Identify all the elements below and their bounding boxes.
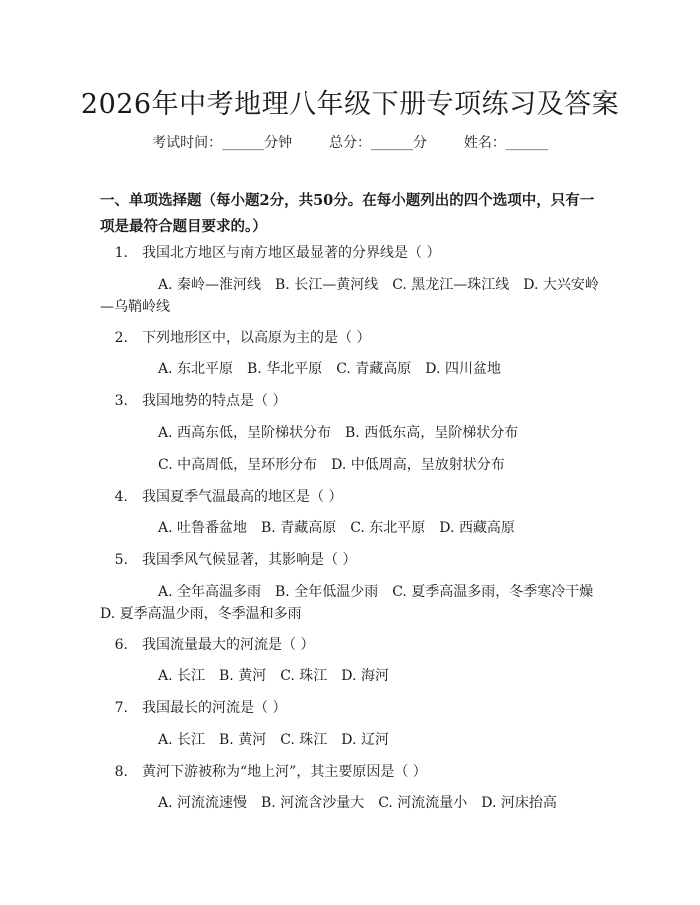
question-number: 2. [114, 330, 128, 346]
question-3-options-line-2: C. 中高周低，呈环形分布 D. 中低周高，呈放射状分布 [158, 457, 505, 473]
exam-name: 姓名：______ [463, 135, 548, 151]
question-7-options: A. 长江 B. 黄河 C. 珠江 D. 辽河 [158, 732, 389, 748]
question-2-options: A. 东北平原 B. 华北平原 C. 青藏高原 D. 四川盆地 [158, 361, 501, 377]
question-3-options-line-1: A. 西高东低，呈阶梯状分布 B. 西低东高，呈阶梯状分布 [158, 425, 519, 441]
question-number: 6. [114, 637, 128, 653]
section-heading: 一、单项选择题（每小题2分，共50分。在每小题列出的四个选项中，只有一项是最符合题目要求的。） [100, 192, 595, 235]
document-title: 2026年中考地理八年级下册专项练习及答案 [80, 89, 620, 120]
question-number: 8. [114, 764, 128, 780]
question-number: 3. [114, 393, 128, 409]
question-number: 1. [114, 245, 128, 261]
question-text: 黄河下游被称为“地上河”，其主要原因是（ ） [142, 764, 427, 780]
question-4 [100, 486, 600, 508]
question-6 [100, 634, 600, 656]
question-text: 我国最长的河流是（ ） [142, 700, 287, 716]
exam-time: 考试时间：______分钟 [152, 135, 293, 151]
question-8-options: A. 河流流速慢 B. 河流含沙量大 C. 河流流量小 D. 河床抬高 [158, 795, 557, 811]
exam-score: 总分：______分 [329, 135, 427, 151]
question-1-options: A. 秦岭—淮河线 B. 长江—黄河线 C. 黑龙江—珠江线 D. 大兴安岭—乌鞘岭线 [100, 277, 599, 315]
question-number: 4. [114, 489, 128, 505]
question-text: 我国流量最大的河流是（ ） [142, 637, 315, 653]
question-text: 我国北方地区与南方地区最显著的分界线是（ ） [142, 245, 441, 261]
question-3 [100, 390, 600, 412]
question-number: 5. [114, 552, 128, 568]
question-8 [100, 761, 600, 783]
question-5-options: A. 全年高温多雨 B. 全年低温少雨 C. 夏季高温多雨，冬季寒冷干燥 D. 夏季高温少雨，冬季温和多雨 [100, 584, 608, 622]
question-6-options: A. 长江 B. 黄河 C. 珠江 D. 海河 [158, 668, 389, 684]
exam-meta [0, 132, 700, 152]
question-2 [100, 327, 600, 349]
question-4-options: A. 吐鲁番盆地 B. 青藏高原 C. 东北平原 D. 西藏高原 [158, 520, 515, 536]
question-number: 7. [114, 700, 128, 716]
question-text: 下列地形区中，以高原为主的是（ ） [142, 330, 371, 346]
question-1 [100, 242, 600, 264]
question-text: 我国季风气候显著，其影响是（ ） [142, 552, 357, 568]
question-text: 我国夏季气温最高的地区是（ ） [142, 489, 343, 505]
question-7 [100, 697, 600, 719]
question-5 [100, 549, 600, 571]
question-text: 我国地势的特点是（ ） [142, 393, 287, 409]
